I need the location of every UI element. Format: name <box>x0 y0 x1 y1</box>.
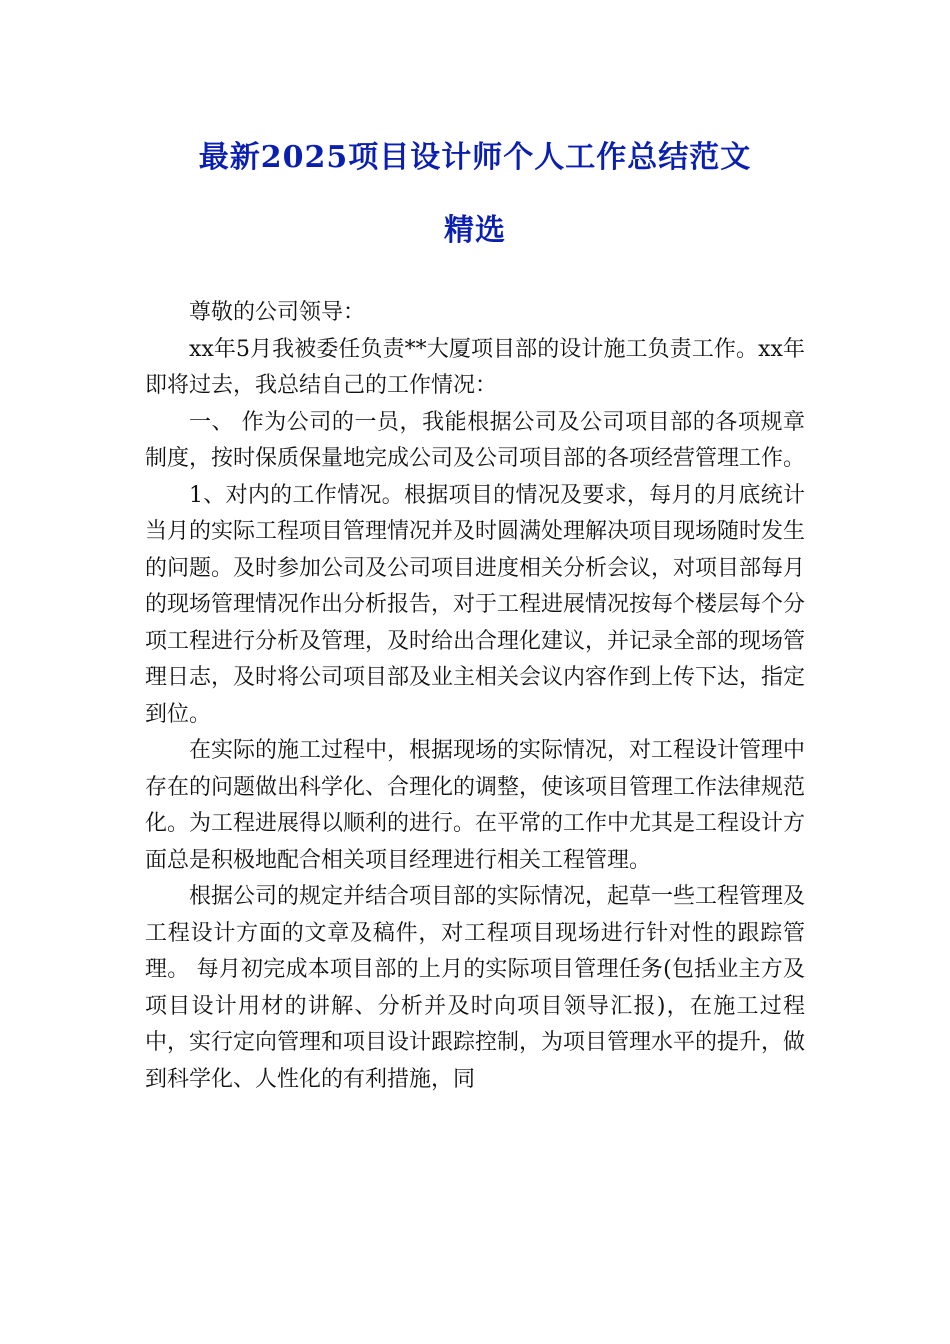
paragraph-1: xx年5月我被委任负责**大厦项目部的设计施工负责工作。xx年即将过去，我总结自己的工作情况： <box>145 336 805 398</box>
salutation: 尊敬的公司领导： <box>189 300 366 325</box>
document-title-line1: 最新2025项目设计师个人工作总结范文 <box>198 140 752 175</box>
paragraph-4: 在实际的施工过程中，根据现场的实际情况，对工程设计管理中存在的问题做出科学化、合理化的调整，使该项目管理工作法律规范化。为工程进展得以顺利的进行。在平常的工作中尤其是工程设计方面总是积极地配合相关项目经理进行相关工程管理。 <box>145 738 806 873</box>
paragraph-3: 1、对内的工作情况。根据项目的情况及要求，每月的月底统计当月的实际工程项目管理情况并及时圆满处理解决项目现场随时发生的问题。及时参加公司及公司项目进度相关分析会议，对项目部每月的现场管理情况作出分析报告，对于工程进展情况按每个楼层每个分项工程进行分析及管理，及时给出合理化建议，并记录全部的现场管理日志，及时将公司项目部及业主相关会议内容作到上传下达，指定到位。 <box>145 482 806 727</box>
document-body <box>145 295 805 1098</box>
paragraph-5: 根据公司的规定并结合项目部的实际情况，起草一些工程管理及工程设计方面的文章及稿件，对工程项目现场进行针对性的跟踪管理。 每月初完成本项目部的上月的实际项目管理任务(包括业主方及项目设计用材的讲解、分析并及时向项目领导汇报)，在施工过程中，实行定向管理和项目设计跟踪控制，为项目管理水平的提升，做到科学化、人性化的有利措施，同 <box>145 884 806 1092</box>
paragraph-2: 一、 作为公司的一员，我能根据公司及公司项目部的各项规章制度，按时保质保量地完成公司及公司项目部的各项经营管理工作。 <box>145 409 806 471</box>
document-title-line2: 精选 <box>444 213 506 248</box>
